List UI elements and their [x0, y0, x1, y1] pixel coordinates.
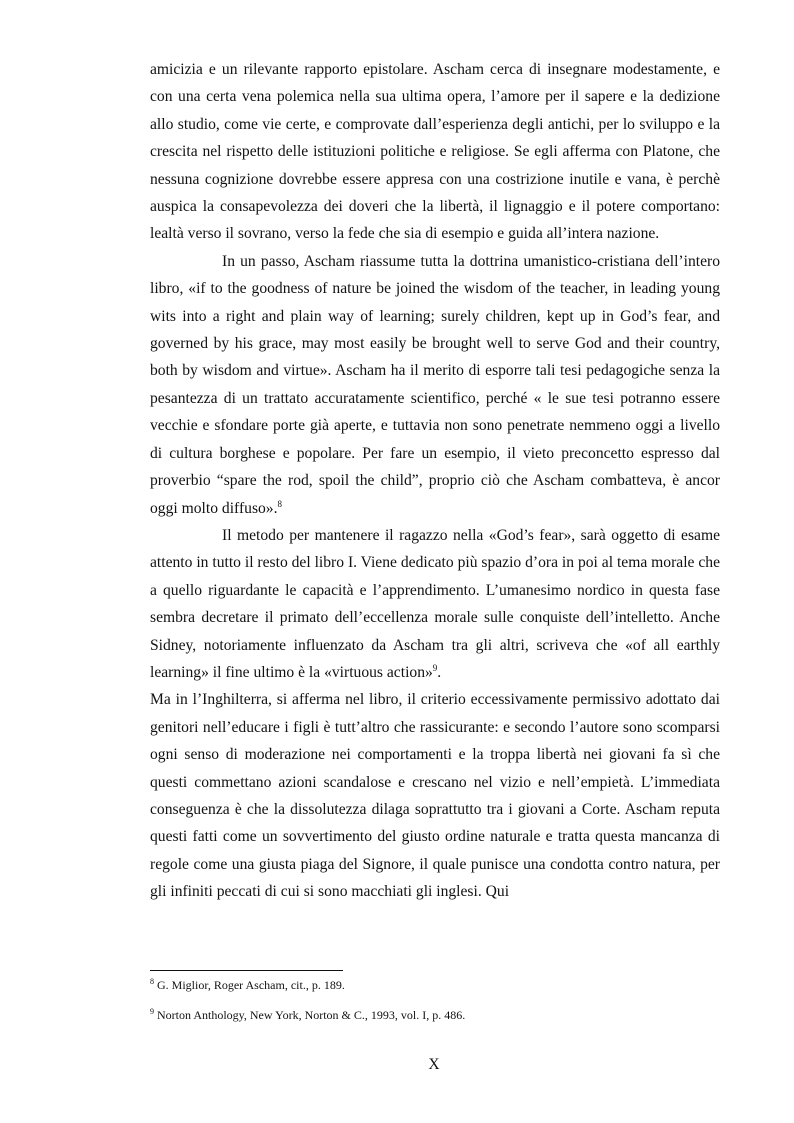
footnote-8 — [150, 977, 720, 993]
paragraph-2-text: In un passo, Ascham riassume tutta la dottrina umanistico-cristiana dell’intero libro, «if to the goodness of nature be joined the wisdom of the teacher, in leading young wits into a right and plain way of learning; surely children, kept up in God’s fear, and governed by his grace, may most easily be brought well to serve God and their country, both by wisdom and virtue». Ascham ha il merito di esporre tali tesi pedagogiche senza la pesantezza di un trattato accuratamente scientifico, perché « le sue tesi potranno essere vecchie e sfondare porte già aperte, e tuttavia non sono penetrate nemmeno oggi a livello di cultura borghese e popolare. Per fare un esempio, il vieto preconcetto espresso dal proverbio “spare the rod, spoil the child”, proprio ciò che Ascham combatteva, è ancor oggi molto diffuso». — [150, 252, 720, 517]
footnote-9-number: 9 — [150, 1007, 154, 1016]
paragraph-1 — [150, 56, 720, 248]
page-number: X — [428, 1056, 440, 1073]
footnote-ref-8[interactable]: 8 — [277, 498, 282, 509]
paragraph-2 — [150, 248, 720, 522]
footnote-separator — [150, 970, 343, 971]
footnotes — [150, 977, 720, 1037]
paragraph-3-tail: . — [437, 663, 442, 681]
paragraph-4 — [150, 686, 720, 905]
footnote-ref-9[interactable]: 9 — [432, 662, 438, 673]
paragraph-4-text: Ma in l’Inghilterra, si afferma nel libro, il criterio eccessivamente permissivo adottato dai genitori nell’educare i figli è tutt’altro che rassicurante: e secondo l’autore sono scomparsi ogni senso di moderazione nei comportamenti e la troppa libertà nei giovani fa sì che questi commettano azioni scandalose e crescano nel vizio e nell’empietà. L’immediata conseguenza è che la dissolutezza dilaga soprattutto tra i giovani a Corte. Ascham reputa questi fatti come un sovvertimento del giusto ordine naturale e tratta questa mancanza di regole come una giusta piaga del Signore, il quale punisce una condotta contro natura, per gli infiniti peccati di cui si sono macchiati gli inglesi. Qui — [150, 691, 720, 901]
paragraph-1-text: amicizia e un rilevante rapporto epistolare. Ascham cerca di insegnare modestamente, e con una certa vena polemica nella sua ultima opera, l’amore per il sapere e la dedizione allo studio, come vie certe, e comprovate dall’esperienza degli antichi, per lo sviluppo e la crescita nel rispetto delle istituzioni politiche e religiose. Se egli afferma con Platone, che nessuna cognizione dovrebbe essere appresa con una costrizione inutile e vana, è perchè auspica la consapevolezza dei doveri che la libertà, il lignaggio e il potere comportano: lealtà verso il sovrano, verso la fede che sia di esempio e guida all’intera nazione. — [150, 61, 720, 243]
footnote-8-text: G. Miglior, Roger Ascham, cit., p. 189. — [157, 978, 345, 992]
footnote-9-text: Norton Anthology, New York, Norton & C., 1993, vol. I, p. 486. — [157, 1008, 466, 1022]
body-text — [150, 56, 720, 906]
footnote-9 — [150, 1007, 720, 1023]
footnote-8-number: 8 — [150, 977, 154, 986]
paragraph-3-text: Il metodo per mantenere il ragazzo nella «God’s fear», sarà oggetto di esame attento in tutto il resto del libro I. Viene dedicato più spazio d’ora in poi al tema morale che a quello riguardante le capacità e l’apprendimento. L’umanesimo nordico in questa fase sembra decretare il primato dell’eccellenza morale sulle conquiste dell’intelletto. Anche Sidney, notoriamente influenzato da Ascham tra gli altri, scriveva che «of all earthly learning» il fine ultimo è la «virtuous action» — [150, 526, 720, 681]
paragraph-3 — [150, 522, 720, 686]
